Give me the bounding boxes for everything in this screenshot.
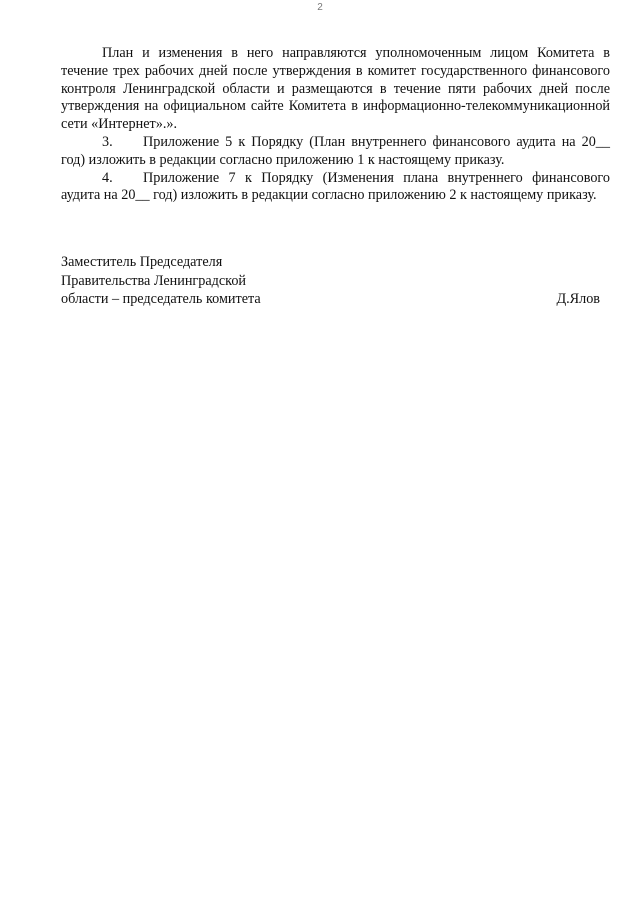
list-item-3-number: 3. — [102, 133, 113, 150]
signature-block — [61, 253, 600, 309]
paragraph-plan-changes: План и изменения в него направляются уполномоченным лицом Комитета в течение трех рабочих дней после утверждения в комитет государственного финансового контроля Ленинградской области и размещаются в течение пяти рабочих дней после утверждения на официальном сайте Комитета в информационно-телекоммуникационной сети «Интернет».». — [61, 45, 610, 133]
list-item-3-text: Приложение 5 к Порядку (План внутреннего финансового аудита на 20__ год) изложить в редакции согласно приложению 1 к настоящему приказу. — [61, 133, 610, 168]
signatory-name: Д.Ялов — [556, 291, 600, 307]
signatory-final-line — [61, 290, 600, 309]
signatory-title-line-2: Правительства Ленинградской — [61, 272, 247, 289]
list-item-4-text: Приложение 7 к Порядку (Изменения плана внутреннего финансового аудита на 20__ год) изложить в редакции согласно приложению 2 к настоящему приказу. — [61, 169, 610, 204]
list-item-4-number: 4. — [102, 169, 113, 186]
signatory-title-line-1: Заместитель Председателя — [61, 254, 223, 270]
document-body — [61, 45, 610, 205]
page-number: 2 — [317, 2, 323, 13]
signatory-title-line-3: области – председатель комитета — [61, 291, 261, 307]
list-item-4 — [61, 170, 610, 206]
list-item-3 — [61, 134, 610, 170]
